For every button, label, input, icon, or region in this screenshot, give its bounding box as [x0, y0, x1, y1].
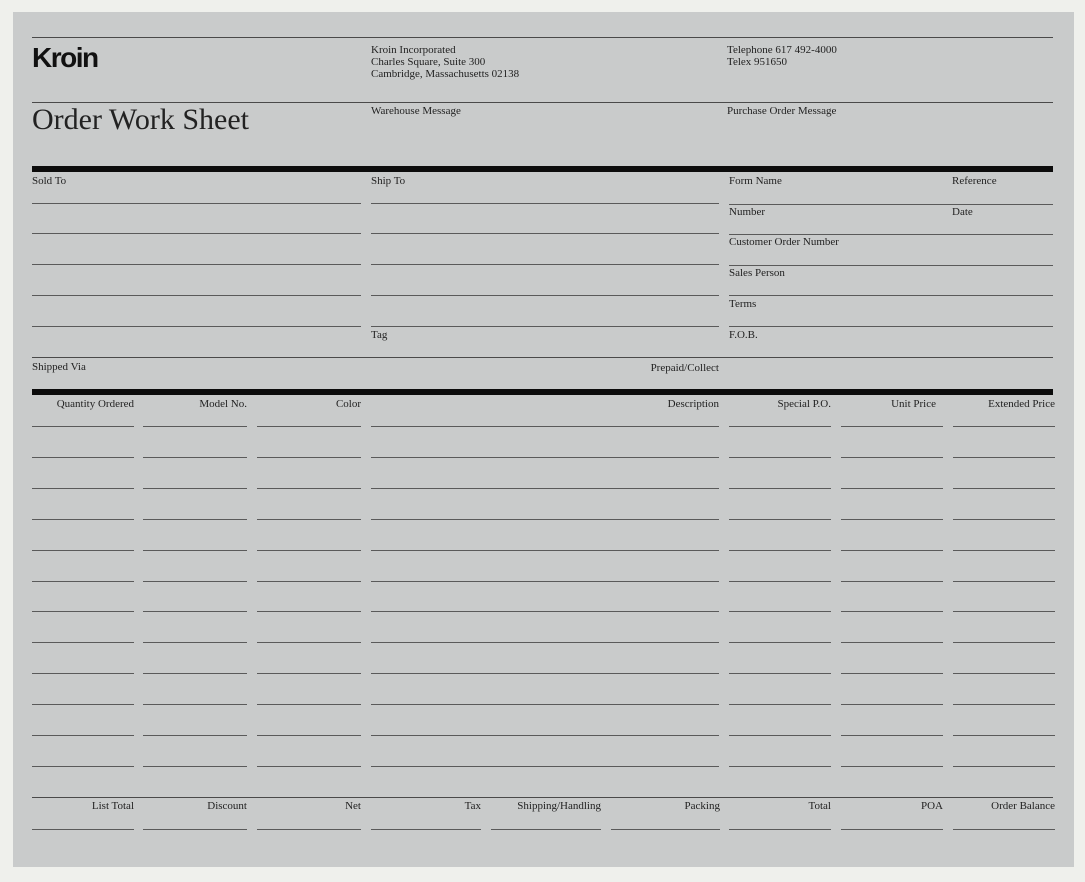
net-label: Net	[345, 800, 361, 812]
line-item-extended-price-field[interactable]	[953, 766, 1055, 767]
line-item-color-field[interactable]	[257, 642, 361, 643]
line-item-quantity-field[interactable]	[32, 611, 134, 612]
section-divider-thick	[32, 166, 1053, 172]
line-item-description-field[interactable]	[371, 766, 719, 767]
unit-price-header: Unit Price	[891, 398, 936, 410]
shipping-handling-label: Shipping/Handling	[517, 800, 601, 812]
line-item-special-po-field[interactable]	[729, 766, 831, 767]
warehouse-message-label: Warehouse Message	[371, 105, 461, 117]
line-item-description-field[interactable]	[371, 673, 719, 674]
form-name-label: Form Name	[729, 175, 782, 187]
packing-field[interactable]	[611, 829, 720, 830]
customer-order-number-field[interactable]	[729, 265, 1053, 266]
sold-to-line-4[interactable]	[32, 295, 361, 296]
special-po-header: Special P.O.	[777, 398, 831, 410]
line-item-model-no-field[interactable]	[143, 704, 247, 705]
line-item-special-po-field[interactable]	[729, 426, 831, 427]
line-item-extended-price-field[interactable]	[953, 704, 1055, 705]
sold-to-line-5[interactable]	[32, 326, 361, 327]
line-item-extended-price-field[interactable]	[953, 735, 1055, 736]
line-item-unit-price-field[interactable]	[841, 519, 943, 520]
date-label: Date	[952, 206, 973, 218]
line-item-color-field[interactable]	[257, 426, 361, 427]
order-balance-field[interactable]	[953, 829, 1055, 830]
total-label: Total	[808, 800, 831, 812]
line-item-quantity-field[interactable]	[32, 457, 134, 458]
line-item-description-field[interactable]	[371, 642, 719, 643]
description-header: Description	[667, 398, 719, 410]
line-item-color-field[interactable]	[257, 581, 361, 582]
terms-field[interactable]	[729, 326, 1053, 327]
line-item-special-po-field[interactable]	[729, 611, 831, 612]
line-item-model-no-field[interactable]	[143, 581, 247, 582]
line-item-description-field[interactable]	[371, 581, 719, 582]
number-field[interactable]	[729, 234, 1053, 235]
line-item-color-field[interactable]	[257, 488, 361, 489]
line-item-unit-price-field[interactable]	[841, 704, 943, 705]
line-item-description-field[interactable]	[371, 550, 719, 551]
line-item-color-field[interactable]	[257, 704, 361, 705]
net-field[interactable]	[257, 829, 361, 830]
line-item-description-field[interactable]	[371, 519, 719, 520]
list-total-field[interactable]	[32, 829, 134, 830]
line-item-special-po-field[interactable]	[729, 581, 831, 582]
line-item-description-field[interactable]	[371, 735, 719, 736]
quantity-ordered-header: Quantity Ordered	[56, 398, 134, 410]
line-item-model-no-field[interactable]	[143, 735, 247, 736]
line-item-description-field[interactable]	[371, 457, 719, 458]
purchase-order-message-label: Purchase Order Message	[727, 105, 837, 117]
line-item-quantity-field[interactable]	[32, 488, 134, 489]
line-item-quantity-field[interactable]	[32, 581, 134, 582]
line-item-quantity-field[interactable]	[32, 735, 134, 736]
sold-to-line-3[interactable]	[32, 264, 361, 265]
company-telex: Telex 951650	[727, 56, 788, 68]
line-item-extended-price-field[interactable]	[953, 611, 1055, 612]
line-item-quantity-field[interactable]	[32, 766, 134, 767]
shipped-via-label: Shipped Via	[32, 361, 86, 373]
poa-label: POA	[920, 800, 943, 812]
line-item-unit-price-field[interactable]	[841, 673, 943, 674]
line-item-quantity-field[interactable]	[32, 642, 134, 643]
line-item-unit-price-field[interactable]	[841, 766, 943, 767]
line-item-special-po-field[interactable]	[729, 704, 831, 705]
line-item-special-po-field[interactable]	[729, 457, 831, 458]
line-item-model-no-field[interactable]	[143, 611, 247, 612]
line-item-unit-price-field[interactable]	[841, 581, 943, 582]
company-address-line-2: Charles Square, Suite 300	[371, 56, 486, 68]
line-item-extended-price-field[interactable]	[953, 426, 1055, 427]
line-item-unit-price-field[interactable]	[841, 611, 943, 612]
company-address-line-1: Kroin Incorporated	[371, 44, 456, 56]
form-name-field[interactable]	[729, 204, 1053, 205]
fob-label: F.O.B.	[729, 329, 758, 341]
line-item-extended-price-field[interactable]	[953, 457, 1055, 458]
line-item-unit-price-field[interactable]	[841, 735, 943, 736]
total-field[interactable]	[729, 829, 831, 830]
totals-rule	[32, 797, 1053, 798]
line-item-extended-price-field[interactable]	[953, 550, 1055, 551]
line-item-color-field[interactable]	[257, 673, 361, 674]
line-item-model-no-field[interactable]	[143, 426, 247, 427]
tax-label: Tax	[464, 800, 481, 812]
line-item-extended-price-field[interactable]	[953, 519, 1055, 520]
line-item-quantity-field[interactable]	[32, 519, 134, 520]
sold-to-line-2[interactable]	[32, 233, 361, 234]
line-item-model-no-field[interactable]	[143, 519, 247, 520]
line-item-model-no-field[interactable]	[143, 642, 247, 643]
line-item-extended-price-field[interactable]	[953, 488, 1055, 489]
line-item-model-no-field[interactable]	[143, 488, 247, 489]
shipping-handling-field[interactable]	[491, 829, 601, 830]
reference-label: Reference	[952, 175, 997, 187]
line-item-extended-price-field[interactable]	[953, 581, 1055, 582]
line-item-quantity-field[interactable]	[32, 550, 134, 551]
line-item-model-no-field[interactable]	[143, 550, 247, 551]
line-item-unit-price-field[interactable]	[841, 642, 943, 643]
line-item-special-po-field[interactable]	[729, 519, 831, 520]
poa-field[interactable]	[841, 829, 943, 830]
items-divider-thick	[32, 389, 1053, 395]
company-address-line-3: Cambridge, Massachusetts 02138	[371, 68, 520, 80]
ship-to-line-2[interactable]	[371, 233, 719, 234]
packing-label: Packing	[684, 800, 720, 812]
line-item-extended-price-field[interactable]	[953, 673, 1055, 674]
sold-to-line-1[interactable]	[32, 203, 361, 204]
line-item-model-no-field[interactable]	[143, 766, 247, 767]
discount-field[interactable]	[143, 829, 247, 830]
terms-label: Terms	[729, 298, 757, 310]
number-label: Number	[729, 206, 766, 218]
tag-label: Tag	[371, 329, 388, 341]
kroin-logo: Kroin	[32, 42, 98, 73]
line-item-color-field[interactable]	[257, 457, 361, 458]
ship-to-line-3[interactable]	[371, 264, 719, 265]
line-item-special-po-field[interactable]	[729, 735, 831, 736]
discount-label: Discount	[207, 800, 247, 812]
line-item-unit-price-field[interactable]	[841, 488, 943, 489]
ship-to-line-1[interactable]	[371, 203, 719, 204]
line-item-unit-price-field[interactable]	[841, 550, 943, 551]
top-rule	[32, 37, 1053, 38]
line-item-unit-price-field[interactable]	[841, 426, 943, 427]
order-balance-label: Order Balance	[991, 800, 1055, 812]
prepaid-collect-label: Prepaid/Collect	[650, 362, 719, 374]
line-item-unit-price-field[interactable]	[841, 457, 943, 458]
line-item-quantity-field[interactable]	[32, 426, 134, 427]
line-item-description-field[interactable]	[371, 488, 719, 489]
line-item-extended-price-field[interactable]	[953, 642, 1055, 643]
line-item-color-field[interactable]	[257, 611, 361, 612]
line-item-model-no-field[interactable]	[143, 673, 247, 674]
line-item-description-field[interactable]	[371, 704, 719, 705]
ship-to-line-5[interactable]	[371, 326, 719, 327]
line-item-quantity-field[interactable]	[32, 673, 134, 674]
line-item-color-field[interactable]	[257, 735, 361, 736]
line-item-special-po-field[interactable]	[729, 673, 831, 674]
sold-to-label: Sold To	[32, 175, 67, 187]
ship-to-line-4[interactable]	[371, 295, 719, 296]
list-total-label: List Total	[91, 800, 134, 812]
form-title: Order Work Sheet	[32, 103, 249, 136]
line-item-special-po-field[interactable]	[729, 488, 831, 489]
line-item-special-po-field[interactable]	[729, 642, 831, 643]
line-item-description-field[interactable]	[371, 426, 719, 427]
extended-price-header: Extended Price	[988, 398, 1055, 410]
ship-to-label: Ship To	[371, 175, 406, 187]
sales-person-label: Sales Person	[729, 267, 785, 279]
line-item-quantity-field[interactable]	[32, 704, 134, 705]
tax-field[interactable]	[371, 829, 481, 830]
sales-person-field[interactable]	[729, 295, 1053, 296]
line-item-special-po-field[interactable]	[729, 550, 831, 551]
fob-rule	[32, 357, 1053, 358]
line-item-color-field[interactable]	[257, 550, 361, 551]
customer-order-number-label: Customer Order Number	[729, 236, 839, 248]
line-item-model-no-field[interactable]	[143, 457, 247, 458]
line-item-color-field[interactable]	[257, 519, 361, 520]
model-no-header: Model No.	[199, 398, 247, 410]
order-work-sheet-form	[13, 12, 1074, 867]
company-telephone: Telephone 617 492-4000	[727, 44, 837, 56]
line-item-color-field[interactable]	[257, 766, 361, 767]
color-header: Color	[335, 398, 361, 410]
line-item-description-field[interactable]	[371, 611, 719, 612]
